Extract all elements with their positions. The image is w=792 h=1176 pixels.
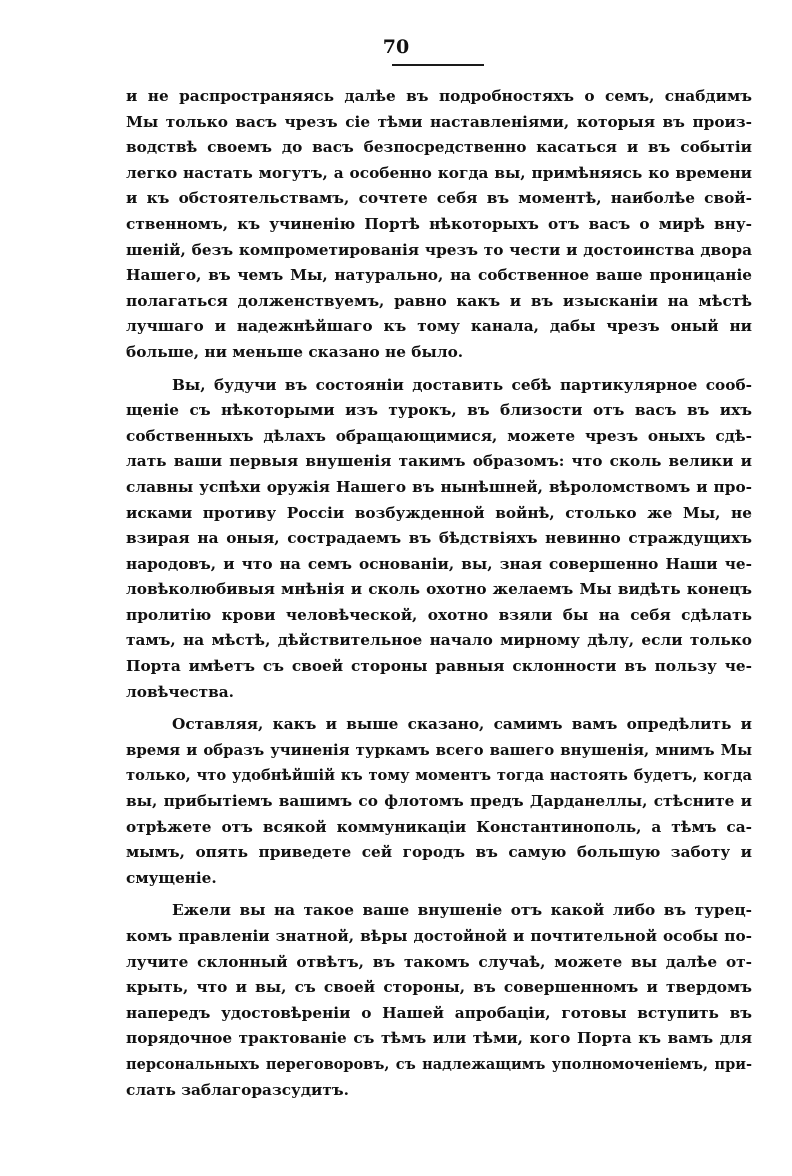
text-line: напередъ удостовѣреніи о Нашей апробаціи, готовы вступить въ — [126, 1003, 752, 1022]
text-line: отрѣжете отъ всякой коммуникаціи Константинополь, а тѣмъ са- — [126, 817, 752, 836]
text-line: крыть, что и вы, съ своей стороны, въ совершенномъ и твердомъ — [126, 978, 752, 997]
paragraph — [126, 84, 752, 366]
text-line: тамъ, на мѣстѣ, дѣйствительное начало мирному дѣлу, если только — [126, 631, 752, 650]
text-line: Порта имѣетъ съ своей стороны равныя склонности въ пользу че- — [126, 657, 752, 676]
text-line: полагаться долженствуемъ, равно какъ и въ изысканіи на мѣстѣ — [126, 291, 752, 310]
paragraph — [126, 712, 752, 891]
body-text — [126, 84, 752, 1103]
paragraph — [126, 898, 752, 1103]
text-line: Мы только васъ чрезъ сіе тѣми наставленіями, которыя въ произ- — [126, 112, 752, 131]
text-line: комъ правленіи знатной, вѣры достойной и почтительной особы по- — [126, 927, 752, 945]
text-line: лучите склонный отвѣтъ, въ такомъ случаѣ, можете вы далѣе от- — [126, 952, 752, 971]
text-line: персональныхъ переговоровъ, съ надлежащимъ уполномоченіемъ, при- — [126, 1055, 752, 1073]
paragraph-gap — [126, 891, 752, 898]
text-line: Нашего, въ чемъ Мы, натурально, на собственное ваше проницаніе — [126, 266, 752, 285]
text-line: собственныхъ дѣлахъ обращающимися, можете чрезъ оныхъ сдѣ- — [126, 426, 752, 445]
text-line: время и образъ учиненія туркамъ всего вашего внушенія, мнимъ Мы — [126, 740, 752, 759]
text-line: и не распространяясь далѣе въ подробностяхъ о семъ, снабдимъ — [126, 87, 752, 105]
text-line: порядочное трактованіе съ тѣмъ или тѣми, кого Порта къ вамъ для — [126, 1029, 752, 1048]
text-line: водствѣ своемъ до васъ безпосредственно касаться и въ событіи — [126, 138, 752, 157]
text-line: Вы, будучи въ состояніи доставить себѣ партикулярное сооб- — [172, 375, 752, 394]
text-line: вы, прибытіемъ вашимъ со флотомъ предъ Дарданеллы, стѣсните и — [126, 792, 752, 811]
text-line: лучшаго и надежнѣйшаго къ тому канала, дабы чрезъ оный ни — [126, 317, 752, 336]
text-line: Ежели вы на такое ваше внушеніе отъ какой либо въ турец- — [172, 901, 752, 920]
text-line: шеній, безъ компрометированія чрезъ то чести и достоинства двора — [126, 240, 752, 259]
paragraph — [126, 373, 752, 706]
text-line: славны успѣхи оружія Нашего въ нынѣшней, вѣроломствомъ и про- — [126, 477, 752, 496]
page-number: 70 — [382, 36, 410, 58]
paragraph-gap — [126, 366, 752, 373]
text-line: исками противу Россіи возбужденной войнѣ, столько же Мы, не — [126, 503, 752, 522]
text-line: лать ваши первыя внушенія такимъ образомъ: что сколь велики и — [126, 452, 752, 471]
text-line: пролитію крови человѣческой, охотно взяли бы на себя сдѣлать — [126, 605, 752, 624]
page-number-rule — [392, 64, 484, 66]
text-line: щеніе съ нѣкоторыми изъ турокъ, въ близости отъ васъ въ ихъ — [126, 401, 752, 420]
text-line: слать заблагоразсудитъ. — [126, 1080, 349, 1099]
text-line: Оставляя, какъ и выше сказано, самимъ вамъ опредѣлить и — [172, 715, 752, 734]
text-line: и къ обстоятельствамъ, сочтете себя въ моментѣ, наиболѣе свой- — [126, 189, 752, 208]
text-line: мымъ, опять приведете сей городъ въ самую большую заботу и — [126, 843, 752, 862]
text-line: только, что удобнѣйшій къ тому моментъ тогда настоять будетъ, когда — [126, 767, 752, 785]
text-line: смущеніе. — [126, 868, 217, 887]
text-line: взирая на оныя, сострадаемъ въ бѣдствіяхъ невинно страждущихъ — [126, 529, 752, 548]
text-line: легко настать могутъ, а особенно когда вы, примѣняясь ко времени — [126, 163, 752, 182]
text-line: ловѣколюбивыя мнѣнія и сколь охотно желаемъ Мы видѣть конецъ — [126, 580, 752, 599]
paragraph-gap — [126, 705, 752, 712]
text-line: больше, ни меньше сказано не было. — [126, 342, 464, 361]
text-line: народовъ, и что на семъ основаніи, вы, зная совершенно Наши че- — [126, 554, 752, 573]
text-line: ственномъ, къ учиненію Портѣ нѣкоторыхъ отъ васъ о мирѣ вну- — [126, 214, 752, 233]
text-line: ловѣчества. — [126, 682, 234, 701]
